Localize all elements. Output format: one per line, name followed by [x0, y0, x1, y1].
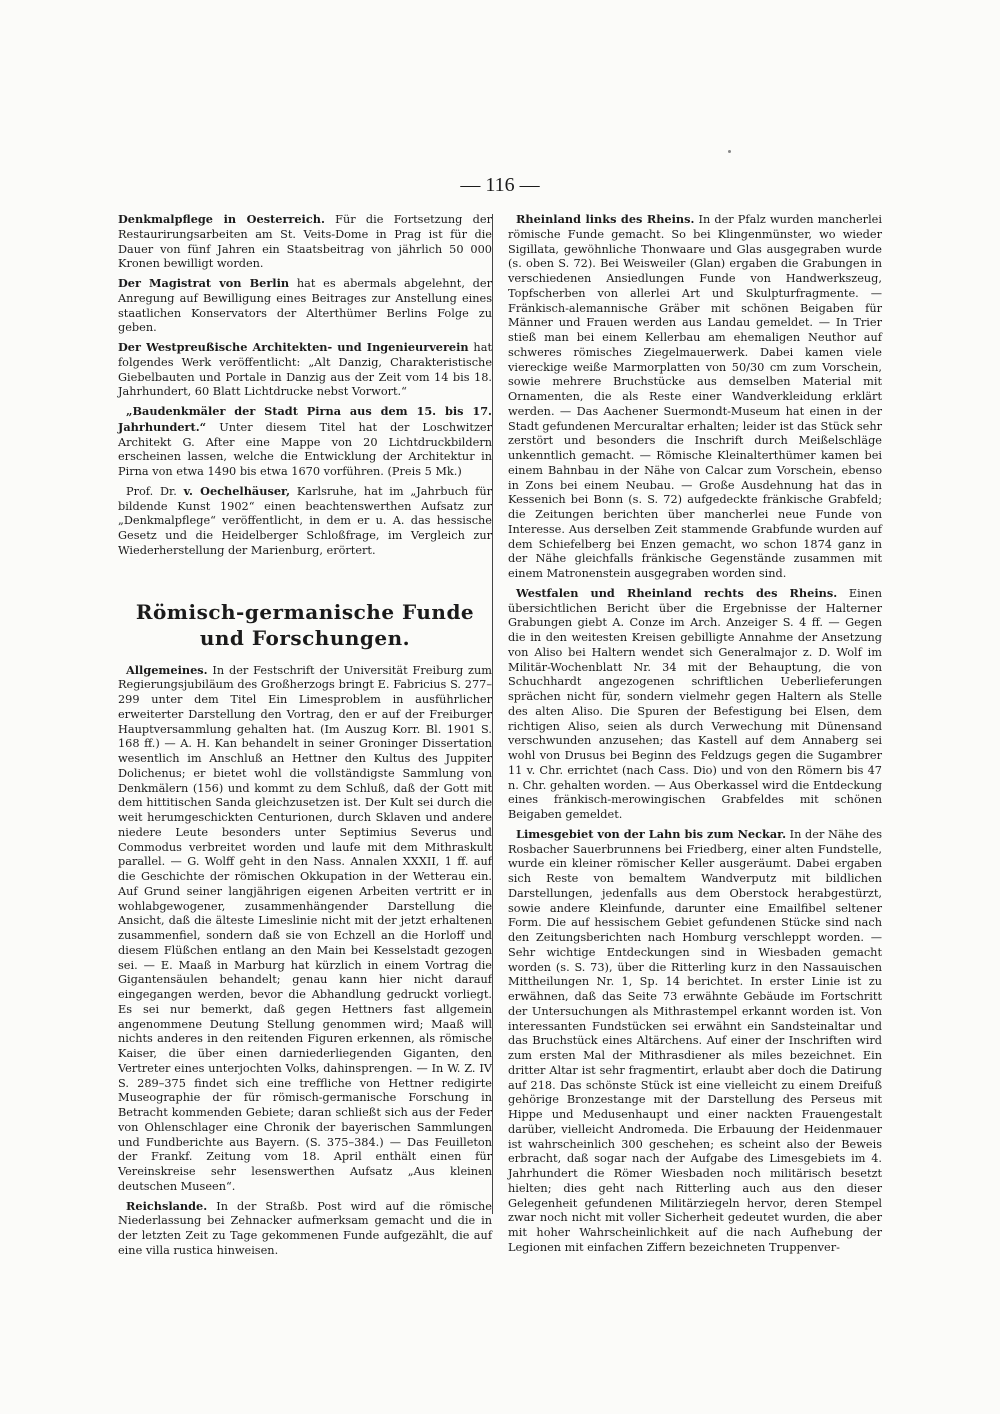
paragraph-heading: Rheinland links des Rheins. [516, 212, 695, 226]
paragraph-heading: Denkmalpflege in Oesterreich. [118, 212, 325, 226]
paragraph-heading: Limesgebiet von der Lahn bis zum Neckar. [516, 826, 786, 841]
section-title: Römisch-germanische Funde und Forschungen. [135, 599, 475, 650]
paragraph-reichslande [118, 1199, 492, 1259]
column-divider [492, 214, 493, 1214]
paragraph-heading: Der Westpreußische Architekten- und Ingenieurverein [118, 340, 469, 354]
speck-mark [728, 150, 731, 153]
paragraph-heading: Der Magistrat von Berlin [118, 276, 290, 290]
paragraph-oesterreich [118, 212, 492, 272]
paragraph-text: In der Pfalz wurden mancherlei römische Funde gemacht. So bei Klingenmünster, wo wieder Sigillata, gewöhnliche Thonwaare und Glas ausgegraben wurde (s. oben S. 72). Bei Weisweiler (Glan) ergaben die Grabungen in verschiedenen Ansiedlungen Funde von Handwerkszeug, Topfscherben von allerlei Art und Skulpturfragmente. — Fränkisch-alemannische Gräber mit schönen Beigaben für Männer und Frauen werden aus Landau gemeldet. — In Trier stieß man bei einem Kellerbau am ehemaligen Neuthor auf schweres römisches Ziegelmauerwerk. Dabei kamen viele viereckige weiße Marmorplatten von 50/30 cm zum Vorschein, sowie mehrere Bruchstücke aus demselben Material mit Ornamenten, die als Reste einer Wandverkleidung erklärt werden. — Das Aachener Suermondt-Museum hat einen in der Stadt gefundenen Mercuraltar erhalten; leider ist das Stück sehr zerstört und besonders die Inschrift durch Meißelschläge unkenntlich gemacht. — Römische Kleinalterthümer kamen bei einem Bahnbau in der Nähe von Calcar zum Vorschein, ebenso in Zons bei einem Neubau. — Große Ausdehnung hat das in Kessenich bei Bonn (s. S. 72) aufgedeckte fränkische Grabfeld; die Zeitungen berichten über mancherlei neue Funde von Interesse. Aus derselben Zeit stammende Grabfunde wurden auf dem Schiefelberg bei Enzen gemacht, wo schon 1874 ganz in der Nähe gleichfalls fränkische Gegenstände zusammen mit einem Matronenstein ausgegraben worden sind. [508, 213, 882, 580]
paragraph-berlin [118, 276, 492, 336]
paragraph-heading: v. Oechelhäuser, [183, 483, 291, 498]
paragraph-oechelhaeuser [118, 484, 492, 559]
paragraph-rheinland-links [508, 212, 882, 582]
paragraph-heading: Reichslande. [126, 1198, 208, 1213]
page-number: — 116 — [460, 174, 540, 196]
paragraph-pirna [118, 404, 492, 480]
paragraph-allgemeines [118, 663, 492, 1195]
paragraph-heading: Allgemeines. [126, 662, 208, 677]
paragraph-text: hat es abermals abgelehnt, der Anregung auf Bewilligung eines Beitrages zur Anstellung eines staatlichen Konservators der Alterthümer Berlins Folge zu geben. [118, 277, 492, 335]
paragraph-westpreussen [118, 340, 492, 400]
right-column [508, 212, 882, 1260]
left-column [118, 212, 492, 1263]
paragraph-text: Einen übersichtlichen Bericht über die Ergebnisse der Halterner Grabungen giebt A. Conze im Arch. Anzeiger S. 4 ff. — Gegen die in den weitesten Kreisen gebilligte Annahme der Ansetzung von Aliso bei Haltern wendet sich Generalmajor z. D. Wolf im Militär-Wochenblatt Nr. 34 mit der Behauptung, die von Schuchhardt angezogenen schriftlichen Ueberlieferungen sprächen nicht für, sondern vielmehr gegen Haltern als Stelle des alten Aliso. Die Spuren der Befestigung bei Elsen, dem richtigen Aliso, seien als durch Verwechung mit Dünensand verschwunden anzusehen; das Kastell auf dem Annaberg sei wohl von Drusus bei Beginn des Feldzugs gegen die Sugambrer 11 v. Chr. errichtet (nach Cass. Dio) und von den Römern bis 47 n. Chr. gehalten worden. — Aus Oberkassel wird die Entdeckung eines fränkisch-merowingischen Grabfeldes mit schönen Beigaben gemeldet. [508, 586, 883, 821]
paragraph-prefix: Prof. Dr. [126, 484, 184, 498]
paragraph-text: Für die Fortsetzung der Restaurirungsarbeiten am St. Veits-Dome in Prag ist für die Dauer von fünf Jahren ein Staatsbeitrag von jährlich 50 000 Kronen bewilligt worden. [118, 213, 492, 271]
paragraph-text: Karlsruhe, hat im „Jahrbuch für bildende Kunst 1902“ einen beachtenswerthen Aufsatz zur „Denkmalpflege“ veröffentlicht, in dem er u. A. das hessische Gesetz und die Heidelberger Schloßfrage, im Vergleich zur Wiederherstellung der Marienburg, erörtert. [118, 484, 493, 557]
paragraph-westfalen [508, 586, 882, 823]
paragraph-text: In der Festschrift der Universität Freiburg zum Regierungsjubiläum des Großherzogs bringt E. Fabricius S. 277–299 unter dem Titel Ein Limesproblem in ausführlicher erweiterter Darstellung den Vortrag, den er auf der Freiburger Hauptversammlung gehalten hat. (Im Auszug Korr. Bl. 1901 S. 168 ff.) — A. H. Kan behandelt in seiner Groninger Dissertation wesentlich im Anschluß an Hettner den Kultus des Juppiter Dolichenus; er bietet wohl die vollständigste Sammlung von Denkmälern (156) und kommt zu dem Schluß, daß der Gott mit dem hittitischen Sanda gleichzusetzen ist. Der Kult sei durch die weit herumgeschickten Centurionen, durch Sklaven und andere niedere Leute besonders unter Septimius Severus und Commodus verbreitet worden und laufe mit dem Mithraskult parallel. — G. Wolff geht in den Nass. Annalen XXXII, 1 ff. auf die Geschichte der römischen Okkupation in der Wetterau ein. Auf Grund seiner langjährigen eigenen Arbeiten vertritt er in wohlabgewogener, zusammenhängender Darstellung die Ansicht, daß die älteste Limeslinie nicht mit der jetzt erhaltenen zusammenfiel, sondern daß sie von Echzell an die Horloff und diesem Flüßchen entlang an den Main bei Kesselstadt gezogen sei. — E. Maaß in Marburg hat kürzlich in einem Vortrag die Gigantensäulen behandelt; genau kann hier nicht darauf eingegangen werden, bevor die Abhandlung gedruckt vorliegt. Es sei nur bemerkt, daß gegen Hettners fast allgemein angenommene Deutung Stellung genommen wird; Maaß will nichts anderes in den reitenden Figuren erkennen, als römische Kaiser, die über einen darniederliegenden Giganten, den Vertreter eines unterjochten Volks, dahinsprengen. — In W. Z. IV S. 289–375 findet sich eine treffliche von Hettner redigirte Museographie der für römisch-germanische Forschung in Betracht kommenden Gebiete; daran schließt sich aus der Feder von Ohlenschlager eine Chronik der bayerischen Sammlungen und Fundberichte aus Bayern. (S. 375–384.) — Das Feuilleton der Frankf. Zeitung vom 18. April enthält einen für Vereinskreise sehr lesenswerthen Aufsatz „Aus kleinen deutschen Museen“. [118, 663, 492, 1193]
paragraph-heading: Westfalen und Rheinland rechts des Rheins. [516, 585, 838, 600]
paragraph-limesgebiet [508, 827, 882, 1256]
paragraph-text: hat folgendes Werk veröffentlicht: „Alt Danzig, Charakteristische Giebelbauten und Portale in Danzig aus der Zeit vom 14 bis 18. Jahrhundert, 60 Blatt Lichtdrucke nebst Vorwort.“ [118, 341, 492, 399]
paragraph-text: In der Straßb. Post wird auf die römische Niederlassung bei Zehnacker aufmerksam gemacht und die in der letzten Zeit zu Tage gekommenen Funde aufgezählt, die auf eine villa rustica hinweisen. [118, 1199, 492, 1257]
paragraph-text: In der Nähe des Rosbacher Sauerbrunnens bei Friedberg, einer alten Fundstelle, wurde ein kleiner römischer Keller ausgeräumt. Dabei ergaben sich Reste von bemaltem Wandverputz mit bildlichen Darstellungen, jedenfalls aus dem Oberstock herabgestürzt, sowie andere Kleinfunde, darunter eine Emailfibel seltener Form. Die auf hessischem Gebiet gefundenen Stücke sind nach den Zeitungsberichten nach Homburg verschleppt worden. — Sehr wichtige Entdeckungen sind in Wiesbaden gemacht worden (s. S. 73), über die Ritterling kurz in den Nassauischen Mittheilungen Nr. 1, Sp. 14 berichtet. In erster Linie ist zu erwähnen, daß das Seite 73 erwähnte Gebäude im Fortschritt der Untersuchungen als Mithrastempel erkannt worden ist. Von interessanten Fundstücken sei erwähnt ein Sandsteinaltar und das Bruchstück eines Altärchens. Auf einer der Inschriften wird zum ersten Mal der Mithrasdiener als miles bezeichnet. Ein dritter Altar ist sehr fragmentirt, erlaubt aber doch die Datirung auf 218. Das schönste Stück ist eine vielleicht zu einem Dreifuß gehörige Bronzestange mit der Darstellung des Perseus mit Hippe und Medusenhaupt und einer nackten Frauengestalt darüber, vielleicht Andromeda. Die Erbauung der Heidenmauer ist wahrscheinlich 300 geschehen; es scheint also der Beweis erbracht, daß sogar nach der Aufgabe des Limesgebiets im 4. Jahrhundert die Römer Wiesbaden noch militärisch besetzt hielten; dies geht nach Ritterling auch aus den dieser Gelegenheit gefundenen Militärziegeln hervor, deren Stempel zwar noch nicht mit voller Sicherheit gedeutet wurden, die aber mit hoher Wahrscheinlichkeit auf die nach Aufhebung der Legionen mit einfachen Ziffern bezeichneten Truppenver- [508, 827, 882, 1254]
paragraph-heading: „Baudenkmäler der Stadt Pirna aus dem 15. bis 17. Jahrhundert.“ [118, 404, 492, 434]
paragraph-text: Unter diesem Titel hat der Loschwitzer Architekt G. After eine Mappe von 20 Lichtdruckbildern erscheinen lassen, welche die Entwicklung der Architektur in Pirna von etwa 1490 bis etwa 1670 vorführen. (Preis 5 Mk.) [118, 420, 492, 478]
